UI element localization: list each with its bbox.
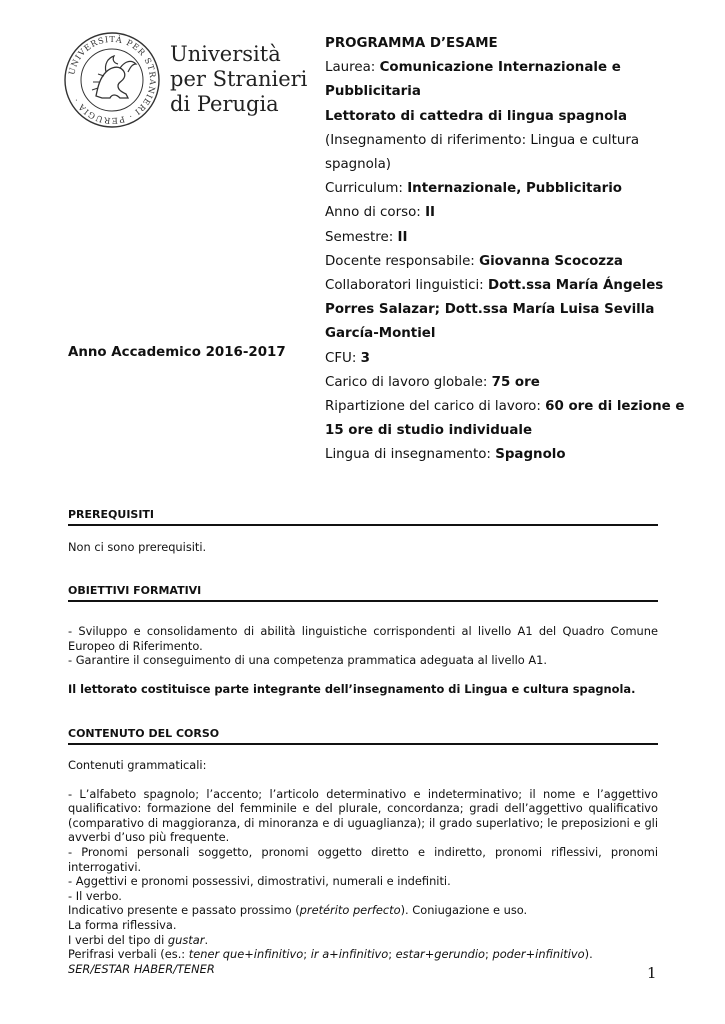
collaboratori-value: Dott.ssa María Ángeles — [487, 278, 664, 294]
carico-label: Carico di lavoro globale: — [325, 374, 492, 390]
contenuto-item — [68, 903, 658, 918]
contenuto-item: - Aggettivi e pronomi possessivi, dimostrativi, numerali e indefiniti. — [68, 874, 451, 889]
text-run: . — [204, 932, 209, 947]
contenuto-item — [68, 947, 658, 962]
insegnamento-riferimento: (Insegnamento di riferimento: Lingua e cultura — [325, 132, 640, 148]
semestre-label: Semestre: — [325, 229, 398, 245]
exam-program-header — [325, 32, 685, 468]
laurea-value-cont: Pubblicitaria — [325, 84, 421, 100]
docente-label: Docente responsabile: — [325, 253, 480, 269]
cfu-label: CFU: — [325, 350, 361, 366]
lettorato-title: Lettorato di cattedra di lingua spagnola — [325, 108, 628, 124]
insegnamento-riferimento-cont: spagnola) — [325, 157, 392, 173]
collaboratori-value-cont2: García-Montiel — [325, 326, 436, 342]
text-run-italic: tener que+infinitivo — [188, 947, 304, 962]
docente-value: Giovanna Scocozza — [479, 253, 623, 269]
text-run: Perifrasi verbali (es.: — [68, 947, 189, 962]
university-name-line3: di Perugia — [170, 92, 279, 116]
text-run: ; — [303, 947, 311, 962]
contenuto-item: - Il verbo. — [68, 888, 122, 903]
text-run: ; — [485, 947, 493, 962]
program-title: PROGRAMMA D’ESAME — [325, 36, 498, 51]
text-run: ; — [388, 947, 396, 962]
contenuto-item: - L’alfabeto spagnolo; l’accento; l’articolo determinativo e indeterminativo; il nome e l’aggettivo qualificativo: formazione del femminile e del plurale, concordanza; gradi dell’aggettivo qualificativo (comparativo di maggioranza, di minoranza e di uguaglianza); il grado superlativo; le preposizioni e gli avverbi d’uso più frequente. — [68, 786, 658, 845]
collaboratori-label: Collaboratori linguistici: — [325, 278, 488, 294]
section-title-contenuto: CONTENUTO DEL CORSO — [68, 726, 658, 745]
laurea-label: Laurea: — [325, 60, 380, 76]
contenuto-item: La forma riflessiva. — [68, 917, 177, 932]
ripartizione-label: Ripartizione del carico di lavoro: — [325, 399, 546, 415]
lingua-value: Spagnolo — [495, 447, 566, 463]
obiettivi-item: - Garantire il conseguimento di una competenza prammatica adeguata al livello A1. — [68, 653, 548, 668]
prerequisiti-text: Non ci sono prerequisiti. — [68, 540, 207, 554]
collaboratori-value-cont: Porres Salazar; Dott.ssa María Luisa Sevilla — [325, 302, 655, 318]
obiettivi-body — [68, 624, 658, 696]
anno-accademico: Anno Accademico 2016-2017 — [68, 345, 286, 360]
text-run-italic: estar+gerundio — [395, 947, 486, 962]
laurea-value: Comunicazione Internazionale e — [379, 60, 621, 76]
anno-corso-label: Anno di corso: — [325, 205, 426, 221]
university-logo — [62, 30, 308, 140]
page-number: 1 — [647, 964, 657, 982]
contenuto-item: - Pronomi personali soggetto, pronomi oggetto diretto e indiretto, pronomi riflessivi, pronomi interrogativi. — [68, 844, 658, 874]
cfu-value: 3 — [360, 350, 370, 366]
curriculum-value: Internazionale, Pubblicitario — [407, 181, 623, 197]
curriculum-label: Curriculum: — [325, 181, 408, 197]
university-name-line1: Università — [170, 42, 281, 66]
contenuto-body — [68, 758, 658, 976]
svg-text:UNIVERSITÀ PER STRANIERI · PER: UNIVERSITÀ PER STRANIERI · PERUGIA · — [66, 33, 159, 127]
semestre-value: II — [397, 229, 408, 245]
text-run-italic: poder+infinitivo — [492, 947, 585, 962]
contenuto-item — [68, 933, 658, 948]
section-title-prerequisiti: PREREQUISITI — [68, 507, 658, 526]
contenuto-item: SER/ESTAR HABER/TENER — [68, 961, 215, 976]
university-seal-icon — [62, 30, 162, 130]
text-run: ). Coniugazione e uso. — [400, 903, 528, 918]
lingua-label: Lingua di insegnamento: — [325, 447, 496, 463]
text-run: Indicativo presente e passato prossimo ( — [68, 903, 300, 918]
text-run: ). — [584, 947, 593, 962]
text-run-italic: ir a+infinitivo — [310, 947, 389, 962]
contenuto-intro: Contenuti grammaticali: — [68, 758, 207, 772]
carico-value: 75 ore — [491, 374, 540, 390]
university-name — [170, 42, 307, 117]
text-run-italic: gustar — [167, 932, 205, 947]
section-title-obiettivi: OBIETTIVI FORMATIVI — [68, 583, 658, 602]
text-run: I verbi del tipo di — [68, 932, 168, 947]
anno-corso-value: II — [425, 205, 436, 221]
obiettivi-note: Il lettorato costituisce parte integrante dell’insegnamento di Lingua e cultura spagnola. — [68, 681, 636, 696]
obiettivi-item: - Sviluppo e consolidamento di abilità linguistiche corrispondenti al livello A1 del Quadro Comune Europeo di Riferimento. — [68, 624, 658, 653]
ripartizione-value: 60 ore di lezione e — [545, 399, 685, 415]
text-run-italic: pretérito perfecto — [299, 903, 401, 918]
university-name-line2: per Stranieri — [170, 67, 308, 91]
ripartizione-value-cont: 15 ore di studio individuale — [325, 423, 533, 439]
